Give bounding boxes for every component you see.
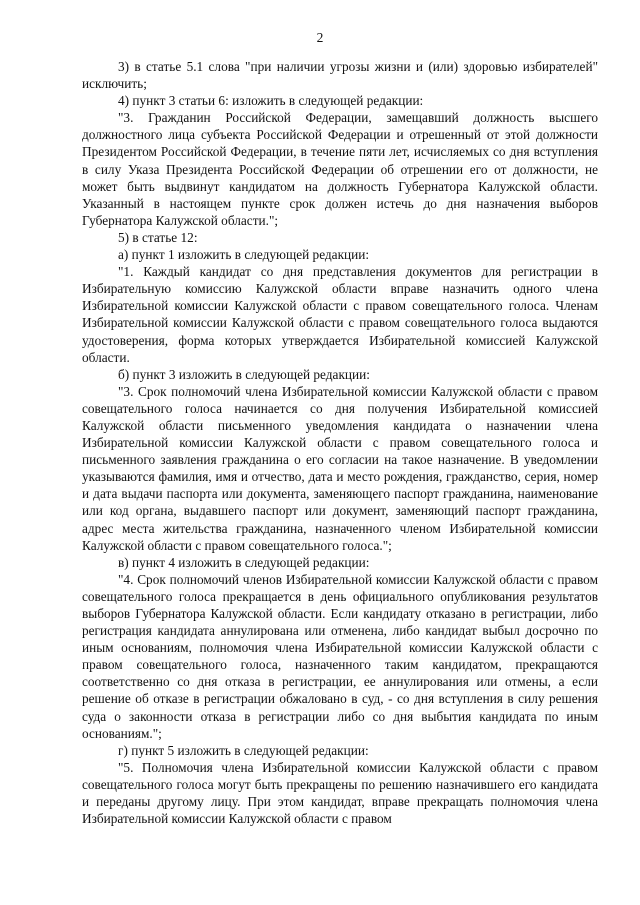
paragraph-subitem-b-heading: б) пункт 3 изложить в следующей редакции: — [118, 366, 370, 382]
paragraph-article-6-point-3-text: "3. Гражданин Российской Федерации, замещавший должность высшего должностного лица субъекта Российской Федерации и отрешенный от этой должности Президентом Российской Федерации, в течение пяти лет, исчисляемых со дня вступления в силу Указа Президента Российской Федерации об отрешении его от должности, не может быть выдвинут кандидатом на должность Губернатора Калужской области. Указанный в настоящем пункте срок должен истечь до дня назначения выборов Губернатора Калужской области."; — [82, 110, 598, 228]
page-number: 2 — [316, 30, 324, 45]
paragraph-item-4-heading: 4) пункт 3 статьи 6: изложить в следующей редакции: — [118, 93, 424, 109]
document-body — [82, 58, 598, 827]
paragraph-subitem-v-heading: в) пункт 4 изложить в следующей редакции: — [118, 554, 370, 570]
paragraph-item-5-heading: 5) в статье 12: — [118, 229, 198, 245]
paragraph-point-5-text: "5. Полномочия члена Избирательной комиссии Калужской области с правом совещательного голоса могут быть прекращены по решению назначившего его кандидата и переданы другому лицу. При этом кандидат, вправе прекращать полномочия члена Избирательной комиссии Калужской области с правом — [82, 759, 598, 827]
paragraph-subitem-a-heading: а) пункт 1 изложить в следующей редакции: — [118, 247, 370, 263]
paragraph-subitem-g-heading: г) пункт 5 изложить в следующей редакции: — [118, 742, 369, 758]
paragraph-point-4-text: "4. Срок полномочий членов Избирательной комиссии Калужской области с правом совещательного голоса прекращается в день официального опубликования результатов выборов Губернатора Калужской области. Если кандидату отказано в регистрации, либо регистрация кандидата аннулирована или отменена, либо кандидат выбыл досрочно по иным основаниям, полномочия члена Избирательной комиссии Калужской области с правом совещательного голоса, назначенного таким кандидатом, прекращаются соответственно со дня отказа в регистрации, ее аннулирования или отмены, а если решение об отказе в регистрации обжаловано в суд, - со дня вступления в силу решения суда о законности отказа в регистрации либо со дня выбытия кандидата по иным основаниям."; — [82, 571, 598, 741]
paragraph-point-3-text: "3. Срок полномочий члена Избирательной комиссии Калужской области с правом совещательного голоса начинается со дня получения Избирательной комиссией Калужской области письменного уведомления кандидата о назначении члена Избирательной комиссии Калужской области с правом совещательного голоса и письменного заявления гражданина о его согласии на такое назначение. В уведомлении указываются фамилия, имя и отчество, дата и место рождения, гражданство, серия, номер и дата выдачи паспорта или документа, заменяющего паспорт гражданина, наименование или код органа, выдавшего паспорт или документ, заменяющий паспорт гражданина, адрес места жительства гражданина, назначенного членом Избирательной комиссии Калужской области с правом совещательного голоса."; — [82, 383, 598, 553]
paragraph-point-1-text: "1. Каждый кандидат со дня представления документов для регистрации в Избирательную комиссию Калужской области вправе назначить одного члена Избирательной комиссии Калужской области с правом совещательного голоса. Членам Избирательной комиссии Калужской области с правом совещательного голоса выдаются удостоверения, форма которых утверждается Избирательной комиссией Калужской области. — [82, 264, 598, 365]
paragraph-article-5-1-amendment: 3) в статье 5.1 слова "при наличии угрозы жизни и (или) здоровью избирателей" исключить; — [82, 59, 598, 92]
